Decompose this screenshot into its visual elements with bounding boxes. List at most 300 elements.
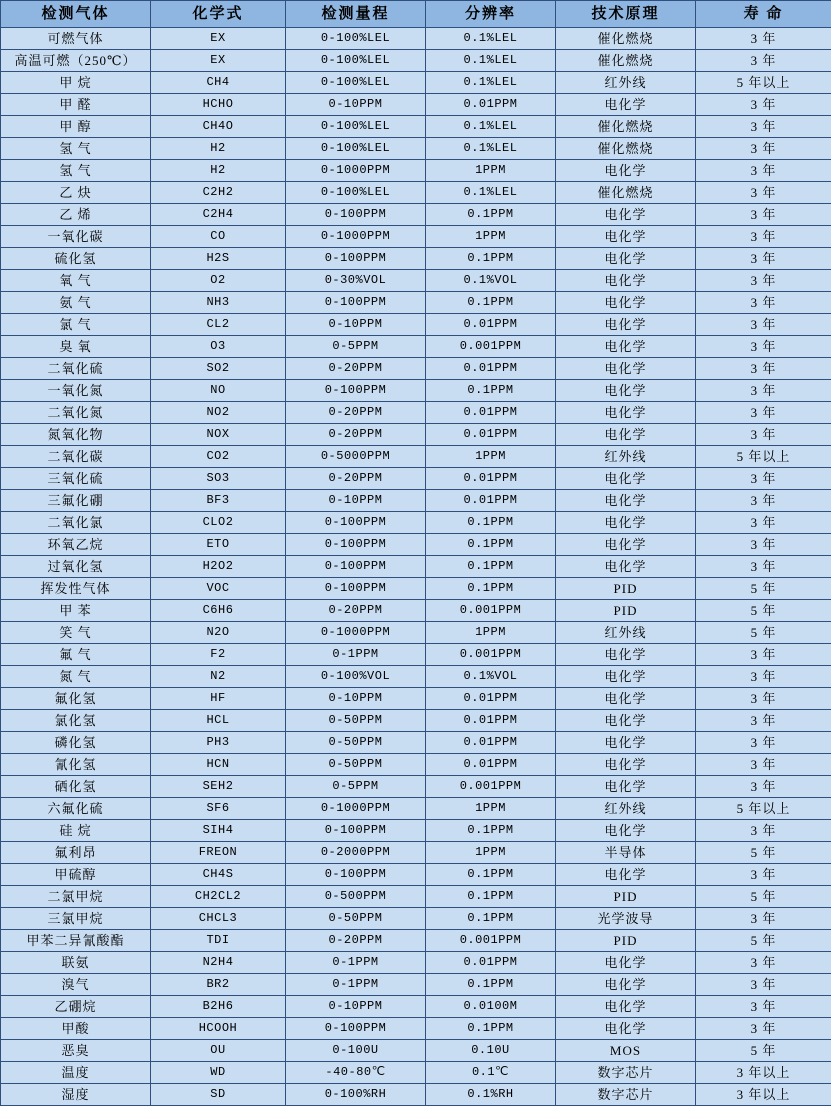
cell-resolution: 1PPM xyxy=(426,842,556,864)
cell-range: 0-20PPM xyxy=(286,930,426,952)
cell-range: 0-50PPM xyxy=(286,754,426,776)
cell-range: 0-2000PPM xyxy=(286,842,426,864)
cell-gas: 环氧乙烷 xyxy=(1,534,151,556)
cell-technology: 催化燃烧 xyxy=(556,138,696,160)
cell-gas: 挥发性气体 xyxy=(1,578,151,600)
cell-formula: BR2 xyxy=(151,974,286,996)
cell-formula: ETO xyxy=(151,534,286,556)
cell-resolution: 0.1PPM xyxy=(426,512,556,534)
table-row xyxy=(1,160,831,182)
cell-technology: 电化学 xyxy=(556,490,696,512)
cell-range: 0-20PPM xyxy=(286,600,426,622)
cell-technology: 数字芯片 xyxy=(556,1084,696,1106)
cell-gas: 甲 醇 xyxy=(1,116,151,138)
cell-range: 0-100%LEL xyxy=(286,72,426,94)
cell-resolution: 0.1%VOL xyxy=(426,270,556,292)
table-row xyxy=(1,644,831,666)
table-row xyxy=(1,1040,831,1062)
cell-lifetime: 5 年 xyxy=(696,842,831,864)
table-row xyxy=(1,248,831,270)
cell-gas: 磷化氢 xyxy=(1,732,151,754)
cell-lifetime: 3 年 xyxy=(696,952,831,974)
cell-resolution: 0.1PPM xyxy=(426,820,556,842)
table-row xyxy=(1,50,831,72)
cell-resolution: 0.1%VOL xyxy=(426,666,556,688)
table-row xyxy=(1,446,831,468)
cell-gas: 氯 气 xyxy=(1,314,151,336)
cell-technology: 红外线 xyxy=(556,72,696,94)
cell-gas: 可燃气体 xyxy=(1,28,151,50)
cell-gas: 溴气 xyxy=(1,974,151,996)
cell-technology: PID xyxy=(556,600,696,622)
cell-gas: 三氟化硼 xyxy=(1,490,151,512)
cell-technology: 电化学 xyxy=(556,776,696,798)
cell-technology: 催化燃烧 xyxy=(556,182,696,204)
cell-technology: 电化学 xyxy=(556,732,696,754)
cell-resolution: 0.1PPM xyxy=(426,556,556,578)
table-row xyxy=(1,886,831,908)
cell-lifetime: 3 年 xyxy=(696,28,831,50)
cell-range: 0-1000PPM xyxy=(286,226,426,248)
table-row xyxy=(1,974,831,996)
cell-technology: 红外线 xyxy=(556,622,696,644)
cell-gas: 三氯甲烷 xyxy=(1,908,151,930)
table-row xyxy=(1,270,831,292)
cell-technology: 催化燃烧 xyxy=(556,50,696,72)
cell-resolution: 1PPM xyxy=(426,160,556,182)
cell-lifetime: 3 年 xyxy=(696,556,831,578)
cell-resolution: 0.1%RH xyxy=(426,1084,556,1106)
cell-range: 0-10PPM xyxy=(286,996,426,1018)
cell-formula: HCN xyxy=(151,754,286,776)
cell-lifetime: 5 年以上 xyxy=(696,446,831,468)
cell-resolution: 0.01PPM xyxy=(426,754,556,776)
cell-gas: 乙 炔 xyxy=(1,182,151,204)
cell-technology: 电化学 xyxy=(556,336,696,358)
cell-lifetime: 3 年以上 xyxy=(696,1084,831,1106)
cell-range: 0-50PPM xyxy=(286,710,426,732)
cell-gas: 甲 烷 xyxy=(1,72,151,94)
cell-resolution: 1PPM xyxy=(426,226,556,248)
cell-formula: OU xyxy=(151,1040,286,1062)
cell-technology: MOS xyxy=(556,1040,696,1062)
cell-range: 0-1PPM xyxy=(286,952,426,974)
cell-gas: 二氧化碳 xyxy=(1,446,151,468)
cell-formula: CO xyxy=(151,226,286,248)
cell-technology: 电化学 xyxy=(556,974,696,996)
cell-technology: 电化学 xyxy=(556,314,696,336)
cell-range: 0-100PPM xyxy=(286,820,426,842)
cell-range: 0-20PPM xyxy=(286,424,426,446)
cell-formula: SEH2 xyxy=(151,776,286,798)
cell-formula: NH3 xyxy=(151,292,286,314)
cell-resolution: 0.0100M xyxy=(426,996,556,1018)
cell-lifetime: 3 年 xyxy=(696,468,831,490)
cell-lifetime: 5 年以上 xyxy=(696,798,831,820)
cell-resolution: 0.01PPM xyxy=(426,358,556,380)
cell-resolution: 0.1%LEL xyxy=(426,138,556,160)
cell-range: 0-10PPM xyxy=(286,490,426,512)
cell-resolution: 0.001PPM xyxy=(426,644,556,666)
cell-gas: 三氧化硫 xyxy=(1,468,151,490)
table-row xyxy=(1,798,831,820)
cell-technology: 电化学 xyxy=(556,424,696,446)
cell-technology: 电化学 xyxy=(556,226,696,248)
cell-resolution: 0.1PPM xyxy=(426,886,556,908)
cell-lifetime: 3 年 xyxy=(696,358,831,380)
cell-lifetime: 5 年 xyxy=(696,930,831,952)
cell-technology: 电化学 xyxy=(556,248,696,270)
table-row xyxy=(1,138,831,160)
column-header-gas: 检测气体 xyxy=(1,1,151,28)
cell-range: 0-500PPM xyxy=(286,886,426,908)
table-row xyxy=(1,204,831,226)
cell-resolution: 1PPM xyxy=(426,446,556,468)
cell-technology: 电化学 xyxy=(556,380,696,402)
cell-formula: EX xyxy=(151,28,286,50)
cell-resolution: 1PPM xyxy=(426,622,556,644)
cell-lifetime: 3 年 xyxy=(696,226,831,248)
table-row xyxy=(1,116,831,138)
cell-range: 0-100U xyxy=(286,1040,426,1062)
cell-gas: 温度 xyxy=(1,1062,151,1084)
cell-formula: C6H6 xyxy=(151,600,286,622)
cell-technology: 电化学 xyxy=(556,754,696,776)
cell-technology: 电化学 xyxy=(556,688,696,710)
cell-formula: C2H4 xyxy=(151,204,286,226)
cell-formula: N2H4 xyxy=(151,952,286,974)
cell-resolution: 0.01PPM xyxy=(426,468,556,490)
cell-resolution: 0.1PPM xyxy=(426,1018,556,1040)
cell-lifetime: 3 年 xyxy=(696,50,831,72)
table-row xyxy=(1,490,831,512)
cell-resolution: 0.1%LEL xyxy=(426,116,556,138)
cell-technology: 电化学 xyxy=(556,160,696,182)
cell-technology: 半导体 xyxy=(556,842,696,864)
cell-technology: 电化学 xyxy=(556,666,696,688)
column-header-range: 检测量程 xyxy=(286,1,426,28)
cell-lifetime: 3 年 xyxy=(696,424,831,446)
cell-gas: 一氧化碳 xyxy=(1,226,151,248)
cell-formula: PH3 xyxy=(151,732,286,754)
cell-resolution: 0.10U xyxy=(426,1040,556,1062)
cell-technology: 电化学 xyxy=(556,292,696,314)
cell-gas: 甲 苯 xyxy=(1,600,151,622)
cell-gas: 氟利昂 xyxy=(1,842,151,864)
cell-technology: 数字芯片 xyxy=(556,1062,696,1084)
cell-range: 0-1PPM xyxy=(286,644,426,666)
table-row xyxy=(1,578,831,600)
cell-range: 0-10PPM xyxy=(286,314,426,336)
cell-lifetime: 3 年 xyxy=(696,336,831,358)
table-row xyxy=(1,908,831,930)
cell-lifetime: 3 年 xyxy=(696,138,831,160)
cell-technology: 电化学 xyxy=(556,534,696,556)
cell-technology: 红外线 xyxy=(556,446,696,468)
cell-formula: CH4 xyxy=(151,72,286,94)
cell-lifetime: 3 年 xyxy=(696,534,831,556)
cell-lifetime: 5 年 xyxy=(696,578,831,600)
cell-formula: CH4O xyxy=(151,116,286,138)
cell-lifetime: 3 年 xyxy=(696,512,831,534)
cell-range: 0-100%VOL xyxy=(286,666,426,688)
table-row xyxy=(1,512,831,534)
table-row xyxy=(1,1018,831,1040)
cell-formula: HCHO xyxy=(151,94,286,116)
table-row xyxy=(1,226,831,248)
cell-lifetime: 3 年 xyxy=(696,94,831,116)
table-row xyxy=(1,182,831,204)
cell-resolution: 0.1PPM xyxy=(426,864,556,886)
cell-lifetime: 3 年 xyxy=(696,776,831,798)
cell-resolution: 0.01PPM xyxy=(426,424,556,446)
cell-gas: 氢 气 xyxy=(1,160,151,182)
cell-resolution: 0.1PPM xyxy=(426,974,556,996)
cell-formula: NOX xyxy=(151,424,286,446)
cell-gas: 硫化氢 xyxy=(1,248,151,270)
cell-technology: 电化学 xyxy=(556,94,696,116)
table-row xyxy=(1,402,831,424)
cell-gas: 二氧化氯 xyxy=(1,512,151,534)
cell-formula: H2S xyxy=(151,248,286,270)
cell-lifetime: 3 年 xyxy=(696,204,831,226)
cell-formula: HCL xyxy=(151,710,286,732)
cell-lifetime: 3 年以上 xyxy=(696,1062,831,1084)
cell-formula: O3 xyxy=(151,336,286,358)
table-row xyxy=(1,732,831,754)
cell-lifetime: 5 年以上 xyxy=(696,72,831,94)
cell-formula: F2 xyxy=(151,644,286,666)
cell-lifetime: 5 年 xyxy=(696,1040,831,1062)
table-row xyxy=(1,600,831,622)
cell-lifetime: 5 年 xyxy=(696,886,831,908)
cell-resolution: 0.001PPM xyxy=(426,600,556,622)
cell-gas: 六氟化硫 xyxy=(1,798,151,820)
table-row xyxy=(1,380,831,402)
cell-gas: 氟 气 xyxy=(1,644,151,666)
cell-lifetime: 3 年 xyxy=(696,248,831,270)
cell-resolution: 0.1PPM xyxy=(426,908,556,930)
cell-range: 0-1PPM xyxy=(286,974,426,996)
cell-gas: 氧 气 xyxy=(1,270,151,292)
cell-formula: WD xyxy=(151,1062,286,1084)
cell-gas: 湿度 xyxy=(1,1084,151,1106)
cell-range: 0-100PPM xyxy=(286,556,426,578)
cell-resolution: 0.1%LEL xyxy=(426,182,556,204)
table-row xyxy=(1,710,831,732)
cell-range: 0-10PPM xyxy=(286,94,426,116)
cell-lifetime: 3 年 xyxy=(696,644,831,666)
cell-lifetime: 3 年 xyxy=(696,402,831,424)
cell-resolution: 0.001PPM xyxy=(426,930,556,952)
cell-formula: O2 xyxy=(151,270,286,292)
cell-resolution: 0.01PPM xyxy=(426,688,556,710)
cell-range: 0-1000PPM xyxy=(286,622,426,644)
cell-range: 0-30%VOL xyxy=(286,270,426,292)
cell-gas: 二氯甲烷 xyxy=(1,886,151,908)
cell-formula: H2O2 xyxy=(151,556,286,578)
cell-formula: SF6 xyxy=(151,798,286,820)
cell-resolution: 0.1PPM xyxy=(426,204,556,226)
cell-formula: FREON xyxy=(151,842,286,864)
cell-range: 0-100%LEL xyxy=(286,182,426,204)
cell-formula: VOC xyxy=(151,578,286,600)
cell-range: 0-5PPM xyxy=(286,336,426,358)
cell-range: 0-100PPM xyxy=(286,578,426,600)
cell-gas: 恶臭 xyxy=(1,1040,151,1062)
table-row xyxy=(1,622,831,644)
cell-lifetime: 3 年 xyxy=(696,380,831,402)
cell-technology: 光学波导 xyxy=(556,908,696,930)
cell-resolution: 1PPM xyxy=(426,798,556,820)
cell-technology: 电化学 xyxy=(556,1018,696,1040)
table-row xyxy=(1,424,831,446)
cell-formula: TDI xyxy=(151,930,286,952)
cell-formula: CLO2 xyxy=(151,512,286,534)
cell-resolution: 0.01PPM xyxy=(426,732,556,754)
table-body xyxy=(1,28,831,1106)
column-header-technology: 技术原理 xyxy=(556,1,696,28)
cell-range: 0-5000PPM xyxy=(286,446,426,468)
cell-gas: 乙硼烷 xyxy=(1,996,151,1018)
cell-resolution: 0.1PPM xyxy=(426,534,556,556)
cell-lifetime: 3 年 xyxy=(696,666,831,688)
cell-formula: N2O xyxy=(151,622,286,644)
cell-resolution: 0.1℃ xyxy=(426,1062,556,1084)
table-row xyxy=(1,776,831,798)
cell-formula: CH2CL2 xyxy=(151,886,286,908)
cell-range: 0-5PPM xyxy=(286,776,426,798)
cell-gas: 臭 氧 xyxy=(1,336,151,358)
cell-lifetime: 3 年 xyxy=(696,490,831,512)
cell-resolution: 0.01PPM xyxy=(426,314,556,336)
cell-gas: 甲硫醇 xyxy=(1,864,151,886)
table-row xyxy=(1,688,831,710)
cell-formula: N2 xyxy=(151,666,286,688)
cell-lifetime: 3 年 xyxy=(696,314,831,336)
cell-formula: SO2 xyxy=(151,358,286,380)
cell-lifetime: 5 年 xyxy=(696,622,831,644)
cell-technology: 电化学 xyxy=(556,358,696,380)
cell-lifetime: 3 年 xyxy=(696,292,831,314)
cell-technology: 电化学 xyxy=(556,996,696,1018)
cell-formula: HF xyxy=(151,688,286,710)
cell-range: 0-100PPM xyxy=(286,512,426,534)
table-row xyxy=(1,952,831,974)
cell-lifetime: 3 年 xyxy=(696,996,831,1018)
cell-resolution: 0.001PPM xyxy=(426,776,556,798)
table-row xyxy=(1,534,831,556)
cell-lifetime: 3 年 xyxy=(696,1018,831,1040)
cell-range: 0-50PPM xyxy=(286,908,426,930)
cell-resolution: 0.1PPM xyxy=(426,248,556,270)
cell-resolution: 0.01PPM xyxy=(426,402,556,424)
cell-gas: 氨 气 xyxy=(1,292,151,314)
cell-resolution: 0.001PPM xyxy=(426,336,556,358)
cell-resolution: 0.1PPM xyxy=(426,578,556,600)
table-row xyxy=(1,754,831,776)
table-row xyxy=(1,358,831,380)
cell-lifetime: 5 年 xyxy=(696,600,831,622)
cell-range: 0-100%LEL xyxy=(286,116,426,138)
cell-lifetime: 3 年 xyxy=(696,754,831,776)
cell-technology: 电化学 xyxy=(556,512,696,534)
cell-formula: H2 xyxy=(151,138,286,160)
cell-gas: 氮 气 xyxy=(1,666,151,688)
cell-lifetime: 3 年 xyxy=(696,974,831,996)
cell-resolution: 0.1PPM xyxy=(426,380,556,402)
cell-formula: CL2 xyxy=(151,314,286,336)
table-row xyxy=(1,468,831,490)
cell-range: -40-80℃ xyxy=(286,1062,426,1084)
cell-range: 0-100%LEL xyxy=(286,50,426,72)
table-row xyxy=(1,336,831,358)
cell-range: 0-10PPM xyxy=(286,688,426,710)
cell-range: 0-100PPM xyxy=(286,248,426,270)
cell-lifetime: 3 年 xyxy=(696,688,831,710)
cell-gas: 甲苯二异氰酸酯 xyxy=(1,930,151,952)
cell-technology: 电化学 xyxy=(556,270,696,292)
cell-range: 0-100PPM xyxy=(286,292,426,314)
cell-range: 0-20PPM xyxy=(286,468,426,490)
cell-technology: 电化学 xyxy=(556,710,696,732)
cell-resolution: 0.1%LEL xyxy=(426,50,556,72)
cell-gas: 氰化氢 xyxy=(1,754,151,776)
cell-resolution: 0.1%LEL xyxy=(426,28,556,50)
column-header-lifetime: 寿 命 xyxy=(696,1,831,28)
cell-gas: 乙 烯 xyxy=(1,204,151,226)
cell-gas: 氮氧化物 xyxy=(1,424,151,446)
cell-technology: 红外线 xyxy=(556,798,696,820)
cell-formula: H2 xyxy=(151,160,286,182)
cell-formula: HCOOH xyxy=(151,1018,286,1040)
cell-technology: PID xyxy=(556,578,696,600)
table-row xyxy=(1,72,831,94)
cell-range: 0-100PPM xyxy=(286,380,426,402)
column-header-resolution: 分辨率 xyxy=(426,1,556,28)
cell-formula: NO2 xyxy=(151,402,286,424)
cell-gas: 笑 气 xyxy=(1,622,151,644)
cell-resolution: 0.1PPM xyxy=(426,292,556,314)
cell-resolution: 0.1%LEL xyxy=(426,72,556,94)
cell-resolution: 0.01PPM xyxy=(426,490,556,512)
cell-range: 0-100%LEL xyxy=(286,138,426,160)
table-row xyxy=(1,864,831,886)
cell-range: 0-50PPM xyxy=(286,732,426,754)
table-header-row xyxy=(1,1,831,28)
table-row xyxy=(1,842,831,864)
cell-technology: 电化学 xyxy=(556,468,696,490)
cell-gas: 氟化氢 xyxy=(1,688,151,710)
cell-gas: 氯化氢 xyxy=(1,710,151,732)
cell-technology: 电化学 xyxy=(556,204,696,226)
column-header-formula: 化学式 xyxy=(151,1,286,28)
cell-gas: 甲酸 xyxy=(1,1018,151,1040)
cell-gas: 氢 气 xyxy=(1,138,151,160)
cell-formula: CHCL3 xyxy=(151,908,286,930)
cell-gas: 硒化氢 xyxy=(1,776,151,798)
cell-formula: NO xyxy=(151,380,286,402)
cell-resolution: 0.01PPM xyxy=(426,94,556,116)
table-row xyxy=(1,996,831,1018)
cell-formula: SO3 xyxy=(151,468,286,490)
cell-lifetime: 3 年 xyxy=(696,864,831,886)
cell-range: 0-20PPM xyxy=(286,402,426,424)
cell-range: 0-1000PPM xyxy=(286,798,426,820)
cell-formula: SD xyxy=(151,1084,286,1106)
cell-formula: BF3 xyxy=(151,490,286,512)
table-row xyxy=(1,94,831,116)
